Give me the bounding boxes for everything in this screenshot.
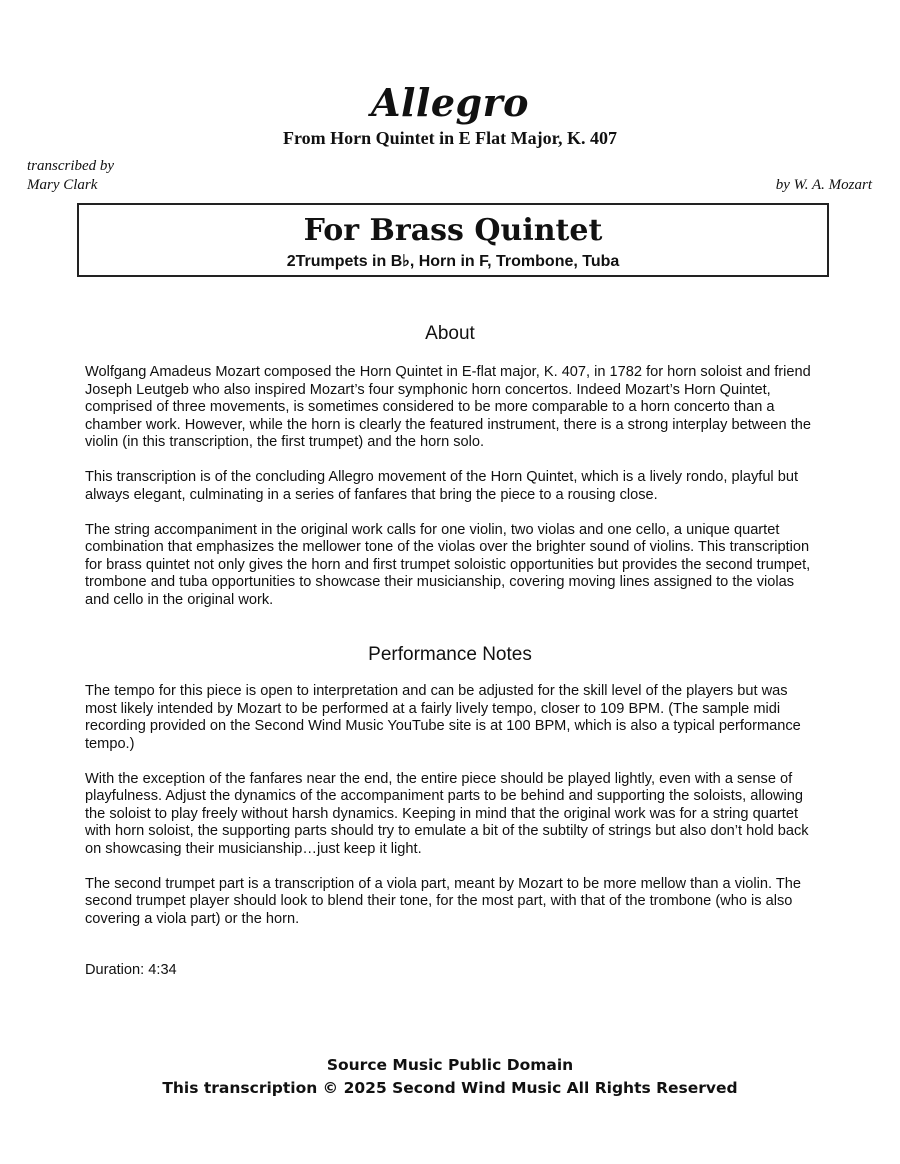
performance-notes-heading: Performance Notes — [368, 644, 532, 665]
performance-paragraph: With the exception of the fanfares near the end, the entire piece should be played lightly, even with a sense of playfulness. Adjust the dynamics of the accompaniment parts to be behind and supporting the soloists, allowing the soloist to play freely without harsh dynamics. Keeping in mind that the original work was for a string quartet with horn soloist, the supporting parts should try to emulate a bit of the subtilty of strings but also don’t hold back on showcasing their musicianship…just keep it light. — [85, 770, 809, 857]
page-subtitle: From Horn Quintet in E Flat Major, K. 407 — [283, 128, 617, 148]
performance-paragraph: The second trumpet part is a transcription of a viola part, meant by Mozart to be more mellow than a violin. The second trumpet player should look to blend their tone, for the most part, with that of the trombone (who is also covering a viola part) or the horn. — [85, 875, 801, 927]
ensemble-box — [77, 203, 829, 277]
source-credit: Source Music Public Domain — [326, 1056, 574, 1074]
about-paragraph: The string accompaniment in the original work calls for one violin, two violas and one cello, a unique quartet combination that emphasizes the mellower tone of the violas over the brighter sound of violins. This transcription for brass quintet not only gives the horn and first trumpet soloistic opportunities but provides the second trumpet, trombone and tuba opportunities to showcase their musicianship, covering moving lines assigned to the violas and cello in the original work. — [85, 521, 811, 608]
ensemble-title: For Brass Quintet — [303, 213, 603, 248]
about-section — [85, 364, 820, 627]
performance-paragraph: The tempo for this piece is open to interpretation and can be adjusted for the skill level of the players but was most likely intended by Mozart to be performed at a fairly lively tempo, closer to 109 BPM. (The sample midi recording provided on the Second Wind Music YouTube site is at 100 BPM, which is also a typical performance tempo.) — [85, 683, 801, 752]
arranger-name: Mary Clark — [27, 177, 98, 193]
performance-notes-section — [85, 683, 820, 946]
about-paragraph: This transcription is of the concluding Allegro movement of the Horn Quintet, which is a lively rondo, playful but always elegant, culminating in a series of fanfares that bring the piece to a rousing close. — [85, 469, 799, 503]
instrumentation: 2Trumpets in B♭, Horn in F, Trombone, Tuba — [286, 253, 620, 270]
about-heading: About — [425, 323, 475, 344]
page-title: Allegro — [371, 80, 529, 125]
arranger-credit — [27, 157, 114, 195]
copyright-notice: This transcription © 2025 Second Wind Music All Rights Reserved — [162, 1079, 738, 1097]
composer-credit: by W. A. Mozart — [775, 177, 872, 193]
footer — [0, 1054, 900, 1100]
duration: Duration: 4:34 — [85, 962, 177, 978]
about-paragraph: Wolfgang Amadeus Mozart composed the Horn Quintet in E-flat major, K. 407, in 1782 for horn soloist and friend Joseph Leutgeb who also inspired Mozart’s four symphonic horn concertos. Indeed Mozart’s Horn Quintet, comprised of three movements, is sometimes considered to be more comparable to a horn concerto than a chamber work. However, while the horn is clearly the featured instrument, there is a strong interplay between the violin (in this transcription, the first trumpet) and the horn solo. — [85, 364, 811, 450]
arranger-label: transcribed by — [27, 158, 115, 174]
